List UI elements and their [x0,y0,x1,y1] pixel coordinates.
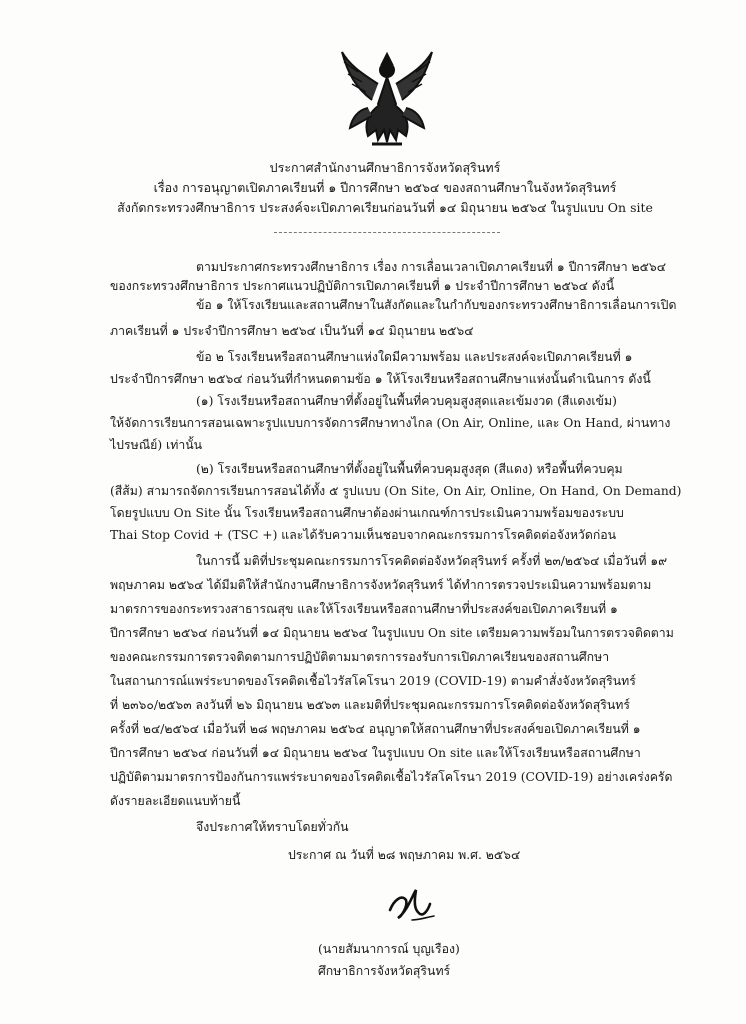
text-line: ปีการศึกษา ๒๕๖๔ ก่อนวันที่ ๑๔ มิถุนายน ๒๕๖๔ ในรูปแบบ On site เตรียมความพร้อมในการตรวจติดตาม [110,626,674,640]
garuda-emblem-icon [338,44,436,148]
text-line: Thai Stop Covid + (TSC +) และได้รับความเห็นชอบจากคณะกรรมการโรคติดต่อจังหวัดก่อน [110,528,617,542]
date-line: ประกาศ ณ วันที่ ๒๘ พฤษภาคม พ.ศ. ๒๕๖๔ [288,848,521,862]
text-line: (สีส้ม) สามารถจัดการเรียนการสอนได้ทั้ง ๕ รูปแบบ (On Site, On Air, Online, On Hand, On Demand) [110,484,682,498]
text-line: ที่ ๒๓๖๐/๒๕๖๓ ลงวันที่ ๒๖ มิถุนายน ๒๕๖๓ และมติที่ประชุมคณะกรรมการโรคติดต่อจังหวัดสุรินทร์ [110,698,631,712]
announcement-title: ประกาศสำนักงานศึกษาธิการจังหวัดสุรินทร์ [269,160,501,175]
header-divider [274,232,500,233]
text-line: ปีการศึกษา ๒๕๖๔ ก่อนวันที่ ๑๔ มิถุนายน ๒๕๖๔ ในรูปแบบ On site และให้โรงเรียนหรือสถานศึกษา [110,746,641,760]
text-line: ของกระทรวงศึกษาธิการ ประกาศแนวปฏิบัติการเปิดภาคเรียนที่ ๑ ประจำปีการศึกษา ๒๕๖๔ ดังนี้ [110,279,615,293]
text-line: (๒) โรงเรียนหรือสถานศึกษาที่ตั้งอยู่ในพื้นที่ควบคุมสูงสุด (สีแดง) หรือพื้นที่ควบคุม [196,462,623,476]
signatory-name: (นายสัมนาการณ์ บุญเรือง) [318,942,460,956]
announcement-subject: เรื่อง การอนุญาตเปิดภาคเรียนที่ ๑ ปีการศึกษา ๒๕๖๔ ของสถานศึกษาในจังหวัดสุรินทร์ [153,180,617,195]
announcement-subject-cont: สังกัดกระทรวงศึกษาธิการ ประสงค์จะเปิดภาคเรียนก่อนวันที่ ๑๔ มิถุนายน ๒๕๖๔ ในรูปแบบ On site [117,200,653,215]
text-line: พฤษภาคม ๒๕๖๔ ได้มีมติให้สำนักงานศึกษาธิการจังหวัดสุรินทร์ ได้ทำการตรวจประเมินความพร้อมตาม [110,578,652,592]
signature-icon [384,880,438,924]
text-line: ข้อ ๒ โรงเรียนหรือสถานศึกษาแห่งใดมีความพร้อม และประสงค์จะเปิดภาคเรียนที่ ๑ [196,350,633,364]
text-line: ข้อ ๑ ให้โรงเรียนและสถานศึกษาในสังกัดและในกำกับของกระทรวงศึกษาธิการเลื่อนการเปิด [196,298,677,312]
text-line: โดยรูปแบบ On Site นั้น โรงเรียนหรือสถานศึกษาต้องผ่านเกณฑ์การประเมินความพร้อมของระบบ [110,506,624,520]
text-line: ในการนี้ มติที่ประชุมคณะกรรมการโรคติดต่อจังหวัดสุรินทร์ ครั้งที่ ๒๓/๒๕๖๔ เมื่อวันที่ ๑๙ [196,554,668,568]
text-line: ดังรายละเอียดแนบท้ายนี้ [110,794,241,808]
text-line: มาตรการของกระทรวงสาธารณสุข และให้โรงเรียนหรือสถานศึกษาที่ประสงค์ขอเปิดภาคเรียนที่ ๑ [110,602,618,616]
closing-text: จึงประกาศให้ทราบโดยทั่วกัน [196,820,349,834]
text-line: ให้จัดการเรียนการสอนเฉพาะรูปแบบการจัดการศึกษาทางไกล (On Air, Online, และ On Hand, ผ่านทาง [110,416,671,430]
text-line: ตามประกาศกระทรวงศึกษาธิการ เรื่อง การเลื่อนเวลาเปิดภาคเรียนที่ ๑ ปีการศึกษา ๒๕๖๔ [196,260,667,274]
text-line: (๑) โรงเรียนหรือสถานศึกษาที่ตั้งอยู่ในพื้นที่ควบคุมสูงสุดและเข้มงวด (สีแดงเข้ม) [196,394,617,408]
signatory-position: ศึกษาธิการจังหวัดสุรินทร์ [318,964,451,978]
text-line: ของคณะกรรมการตรวจติดตามการปฏิบัติตามมาตรการรองรับการเปิดภาคเรียนของสถานศึกษา [110,650,610,664]
text-line: ไปรษณีย์) เท่านั้น [110,438,203,452]
text-line: ปฏิบัติตามมาตรการป้องกันการแพร่ระบาดของโรคติดเชื้อไวรัสโคโรนา 2019 (COVID-19) อย่างเคร่งครัด [110,770,673,784]
text-line: ในสถานการณ์แพร่ระบาดของโรคติดเชื้อไวรัสโคโรนา 2019 (COVID-19) ตามคำสั่งจังหวัดสุรินทร์ [110,674,636,688]
text-line: ภาคเรียนที่ ๑ ประจำปีการศึกษา ๒๕๖๔ เป็นวันที่ ๑๔ มิถุนายน ๒๕๖๔ [110,324,474,338]
text-line: ประจำปีการศึกษา ๒๕๖๔ ก่อนวันที่กำหนดตามข้อ ๑ ให้โรงเรียนหรือสถานศึกษาแห่งนั้นดำเนินการ ดังนี้ [110,372,651,386]
text-line: ครั้งที่ ๒๔/๒๕๖๔ เมื่อวันที่ ๒๘ พฤษภาคม ๒๕๖๔ อนุญาตให้สถานศึกษาที่ประสงค์ขอเปิดภาคเรียนที่ ๑ [110,722,641,736]
